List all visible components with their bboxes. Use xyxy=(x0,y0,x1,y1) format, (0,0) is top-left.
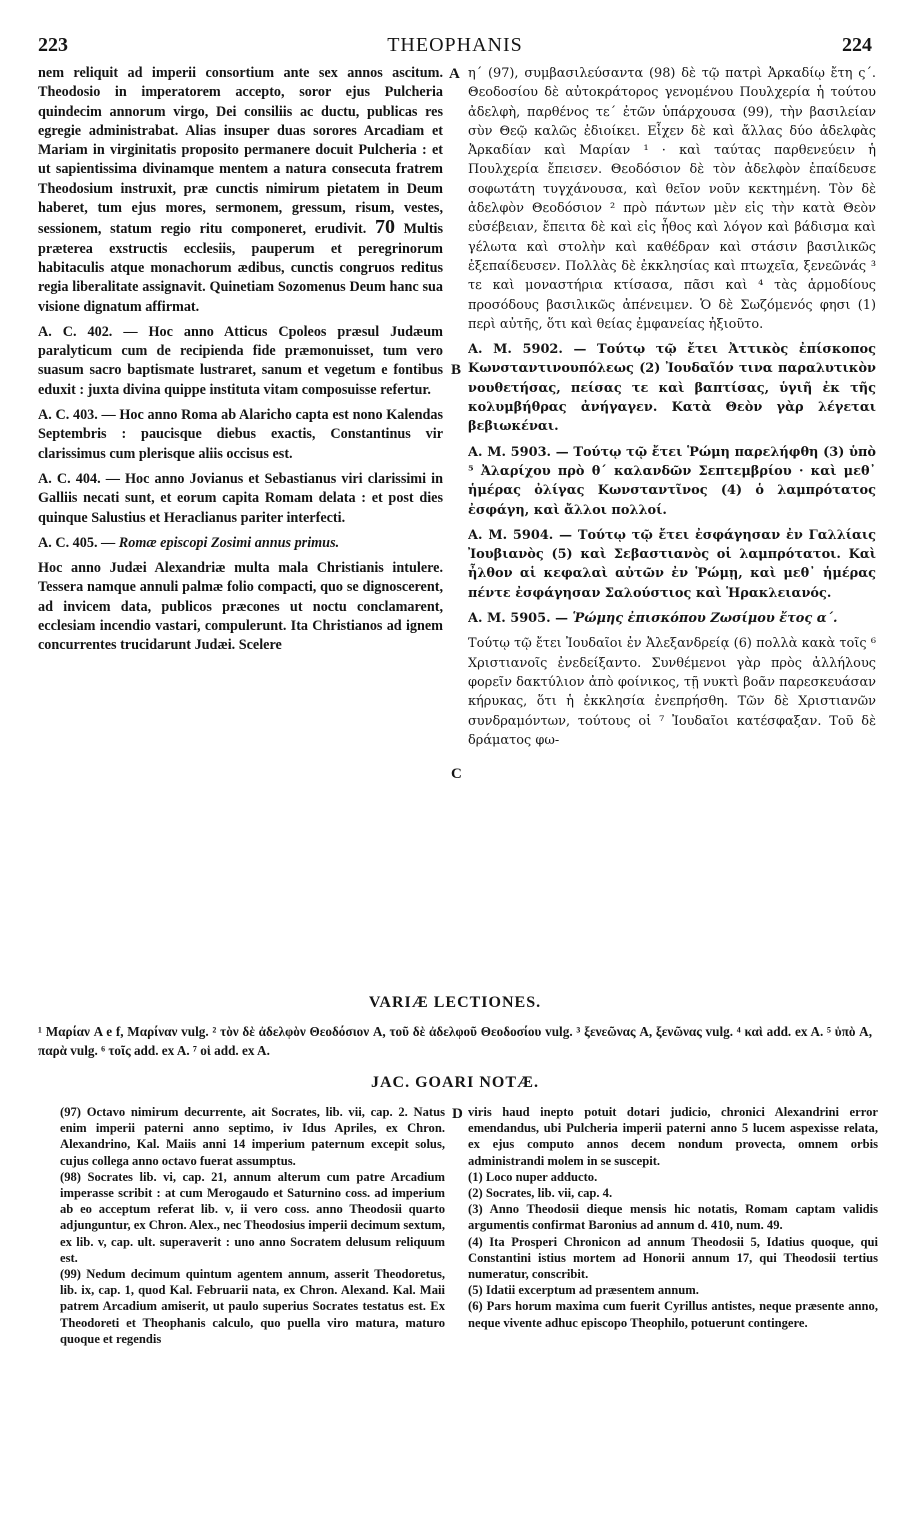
latin-paragraph-3: A. C. 403. — Hoc anno Roma ab Alaricho capta est nono Kalendas Septembris : paucisque diebus exactis, Constantinus vir clarissimus cum plerisque aliis occisus est. xyxy=(38,407,443,462)
notes-left-column xyxy=(60,1104,445,1347)
greek-italic: Ῥώμης ἐπισκόπου Ζωσίμου ἔτος α´. xyxy=(572,611,838,627)
greek-paragraph-2: A. M. 5902. — Τούτῳ τῷ ἔτει Ἀττικὸς ἐπίσκοπος Κωνσταντινουπόλεως (2) Ἰουδαῖόν τινα παραλυτικὸν νουθετήσας, πείσας τε καὶ βαπτίσας, ὑγιῆ ἐκ τῆς κολυμβήθρας ἀνήγαγεν. Κατὰ Θεὸν γὰρ λέγεται βεβιωκέναι. xyxy=(468,342,876,435)
latin-paragraph-6: Hoc anno Judæi Alexandriæ multa mala Christianis intulere. Tessera namque annuli palmæ folio compacti, quo se dignoscerent, ad invicem data, publicos præcones ut noctu conclamarent, ecclesiam incendio vastari, compulerunt. Ita Christianos ad ignem concurrentes trucidarunt Judæi. Scelere xyxy=(38,560,443,654)
latin-paragraph-1 xyxy=(38,64,443,317)
latin-paragraph-5 xyxy=(38,534,443,553)
page-number-left: 223 xyxy=(38,34,68,56)
note-1: (1) Loco nuper adducto. xyxy=(468,1169,598,1184)
greek-column xyxy=(468,64,876,756)
note-4: (4) Ita Prosperi Chronicon ad annum Theodosii 5, Idatius quoque, qui Constantini istius mortem ad Honorii annum 17, qui Theodosii tertius numeratur, conscribit. xyxy=(468,1234,878,1282)
greek-paragraph-5 xyxy=(468,609,876,628)
note-2: (2) Socrates, lib. vii, cap. 4. xyxy=(468,1186,613,1201)
notae-heading: JAC. GOARI NOTÆ. xyxy=(370,1074,539,1091)
margin-letter-d: D xyxy=(452,1106,463,1122)
note-6: (6) Pars horum maxima cum fuerit Cyrillus antistes, neque præsente anno, neque vivente adhuc episcopo Theophilo, potuerunt contingere. xyxy=(468,1299,878,1330)
note-3: (3) Anno Theodosii dieque mensis hic notatis, Romam captam validis argumentis confirmat Baronius ad annum d. 410, num. 49. xyxy=(468,1202,878,1233)
greek-paragraph-3: A. M. 5903. — Τούτῳ τῷ ἔτει Ῥώμη παρελήφθη (3) ὑπὸ ⁵ Ἀλαρίχου πρὸ θ´ καλανδῶν Σεπτεμβρίου · καὶ μεθ᾽ ἡμέρας ὀλίγας Κωνσταντῖνος (4) ὁ λαμπρότατος ἐσφάγη, καὶ ἄλλοι πολλοί. xyxy=(468,444,876,518)
page-number-right: 224 xyxy=(842,34,872,56)
greek-paragraph-6: Τούτῳ τῷ ἔτει Ἰουδαῖοι ἐν Ἀλεξανδρείᾳ (6) πολλὰ κακὰ τοῖς ⁶ Χριστιανοῖς ἐνεδείξαντο. Συνθέμενοι γὰρ πρὸς ἀλλήλους φορεῖν δακτύλιον ἀπὸ φοίνικος, τῇ νυκτὶ βοᾶν παρεσκευάσαν κήρυκας, ὅτι ἡ ἐκκλησία ἐνεπρήσθη. Τῶν δὲ Χριστιανῶν συνδραμόντων, τούτους οἱ ⁷ Ἰουδαῖοι κατέσφαξαν. Τοῦ δὲ δράματος φω- xyxy=(468,636,876,748)
latin-column xyxy=(38,64,443,662)
greek-paragraph-1: η´ (97), συμβασιλεύσαντα (98) δὲ τῷ πατρὶ Ἀρκαδίῳ ἔτη ς´. Θεοδοσίου δὲ αὐτοκράτορος γενομένου Πουλχερία ἡ τούτου ἀδελφὴ, παρθένος τε´ ἐτῶν ὑπάρχουσα (99), τὴν βασιλείαν σὺν Θεῷ καλῶς ἐδιοίκει. Εἶχεν δὲ καὶ ἄλλας δύο ἀδελφὰς Ἀρκαδίαν καὶ Μαρίαν ¹ · καὶ ταύτας παρθενεύειν ἡ Πουλχερία ἔπεισεν. Θεοδόσιον δὲ τὸν ἀδελφὸν ἐπαίδευσε σοφωτάτη τυγχάνουσα, καὶ θεῖον νοῦν κεκτημένη. Τὸν δὲ ἀδελφὸν Θεοδόσιον ² πρὸ πάντων μὲν εἰς τὴν κατὰ Θεὸν εὐσέβειαν, ἔπειτα δὲ καὶ εἰς ἦθος καὶ λόγον καὶ βάδισμα καὶ γέλωτα καὶ στολὴν καὶ καθέδραν καὶ στάσιν βασιλικῶς ἐξεπαίδευσεν. Πολλὰς δὲ ἐκκλησίας καὶ πτωχεῖα, ξενεῶνάς ³ τε καὶ μοναστήρια κτίσασα, πᾶσι καὶ ⁴ τὰς ἁρμοδίους προσόδους βασιλικῶς ἀπένειμεν. Ὁ δὲ Σωζόμενός φησι (1) περὶ αὐτῆς, ὅτι καὶ θείας ἐμφανείας ἠξιοῦτο. xyxy=(468,66,876,332)
note-99: (99) Nedum decimum quintum agentem annum, asserit Theodoretus, lib. ix, cap. 1, quod Kal. Februarii nata, ex Chron. Alexand. Kal. Maii patrem Arcadium amiserit, ut paulo superius Socrates testatus est. Ex Theodoreti et Theophanis calculo, quo puella viro matura, maturo quoque et regendis xyxy=(60,1267,445,1346)
variae-heading: VARIÆ LECTIONES. xyxy=(368,994,542,1011)
variae-lectiones: ¹ Μαρίαν A e f, Μαρίναν vulg. ² τὸν δὲ ἀδελφὸν Θεοδόσιον A, τοῦ δὲ ἀδελφοῦ Θεοδοσίου vulg. ³ ξενεῶνας A, ξενῶνας vulg. ⁴ καὶ add. ex A. ⁵ ὑπὸ A, παρὰ vulg. ⁶ τοῖς add. ex A. ⁷ οἱ add. ex A. xyxy=(38,1024,872,1058)
margin-letter-b: B xyxy=(451,362,462,378)
latin-text: nem reliquit ad imperii consortium ante sex annos ascitum. Theodosio in imperatorem accepto, soror ejus Pulcheria quindecim annorum virgo, Dei consiliis ac ductu, publicas res egregie administrabat. Alias insuper duas sorores Arcadiam et Mariam in virginitatis proposito permanere docuit Pulcheria : et ut sapientissima divinamque mentem a natura consecuta fratrem Theodosium instruxit, præ cunctis nimirum pietatem in Deum haberet, tum ejus mores, sermonem, gressum, risum, vestes, sessionem, statum regio ritu componeret, erudivit. xyxy=(38,65,443,238)
latin-paragraph-4: A. C. 404. — Hoc anno Jovianus et Sebastianus viri clarissimi in Galliis necati sunt, et eorum capita Romam delata : et post dies quinque Salustius et Heraclianus pariter interfecti. xyxy=(38,470,443,526)
latin-italic: Romæ episcopi Zosimi annus primus. xyxy=(118,534,340,551)
margin-letter-a: A xyxy=(449,66,460,82)
running-title: THEOPHANIS xyxy=(387,34,523,56)
greek-text: A. M. 5905. — xyxy=(468,611,568,627)
latin-text: Multis præterea exstructis ecclesiis, pauperum et peregrinorum habitaculis atque monachorum ædibus, cunctis congruos reditus regia liberalitate assignavit. Quinetiam Sozomenus Deum hanc sua visione dignatum affirmat. xyxy=(38,221,443,315)
note-98: (98) Socrates lib. vi, cap. 21, annum alterum cum patre Arcadium imperasse scribit : at cum Merogaudo et Saturnino coss. ad imperium ab eo acceptum referat lib. v, ii vero coss. anno Theodosii quarto adjunguntur, ex Chron. Alex., nec Theodosius imperii decimum sextum, ex lib. v, cap. ult. superaverit : uno anno Socratem delusum reliquum est. xyxy=(60,1169,445,1265)
latin-text: A. C. 405. — xyxy=(38,534,116,551)
margin-letter-c: C xyxy=(451,766,462,782)
note-99-continued: viris haud inepto potuit dotari judicio, chronici Alexandrini error emendandus, ubi Pulcheria imperii paterni anno 5 lucem aspexisse relata, ex ejus computo annos decem nondum provecta, omnem orbis administrandi molem in se suscepit. xyxy=(468,1105,878,1168)
notes-right-column xyxy=(468,1104,878,1331)
column-number: 70 xyxy=(374,216,395,239)
note-5: (5) Idatii excerptum ad præsentem annum. xyxy=(468,1283,699,1298)
latin-paragraph-2: A. C. 402. — Hoc anno Atticus Cpoleos præsul Judæum paralyticum cum de recipienda fide præmonuisset, tum vero suasum sacro baptismate lustraret, sanum et vegetum e fontibus eduxit : juxta divina quippe instituta vitam composuisse refertur. xyxy=(38,323,443,398)
greek-paragraph-4: A. M. 5904. — Τούτῳ τῷ ἔτει ἐσφάγησαν ἐν Γαλλίαις Ἰουβιανὸς (5) καὶ Σεβαστιανὸς οἱ λαμπρότατοι. Καὶ ἦλθον αἱ κεφαλαὶ αὐτῶν ἐν Ῥώμῃ, καὶ μεθ᾽ ἡμέρας πέντε ἐσφάγησαν Σαλούστιος καὶ Ἡρακλειανός. xyxy=(468,527,876,601)
page-header xyxy=(38,34,872,60)
note-97: (97) Octavo nimirum decurrente, ait Socrates, lib. vii, cap. 2. Natus enim imperii paterni anno septimo, iv Idus Apriles, ex Chron. Alexandrino, Kal. Maiis anni 14 imperium paternum excepit solus, cujus collega anno octavo fuerat assumptus. xyxy=(60,1105,445,1168)
